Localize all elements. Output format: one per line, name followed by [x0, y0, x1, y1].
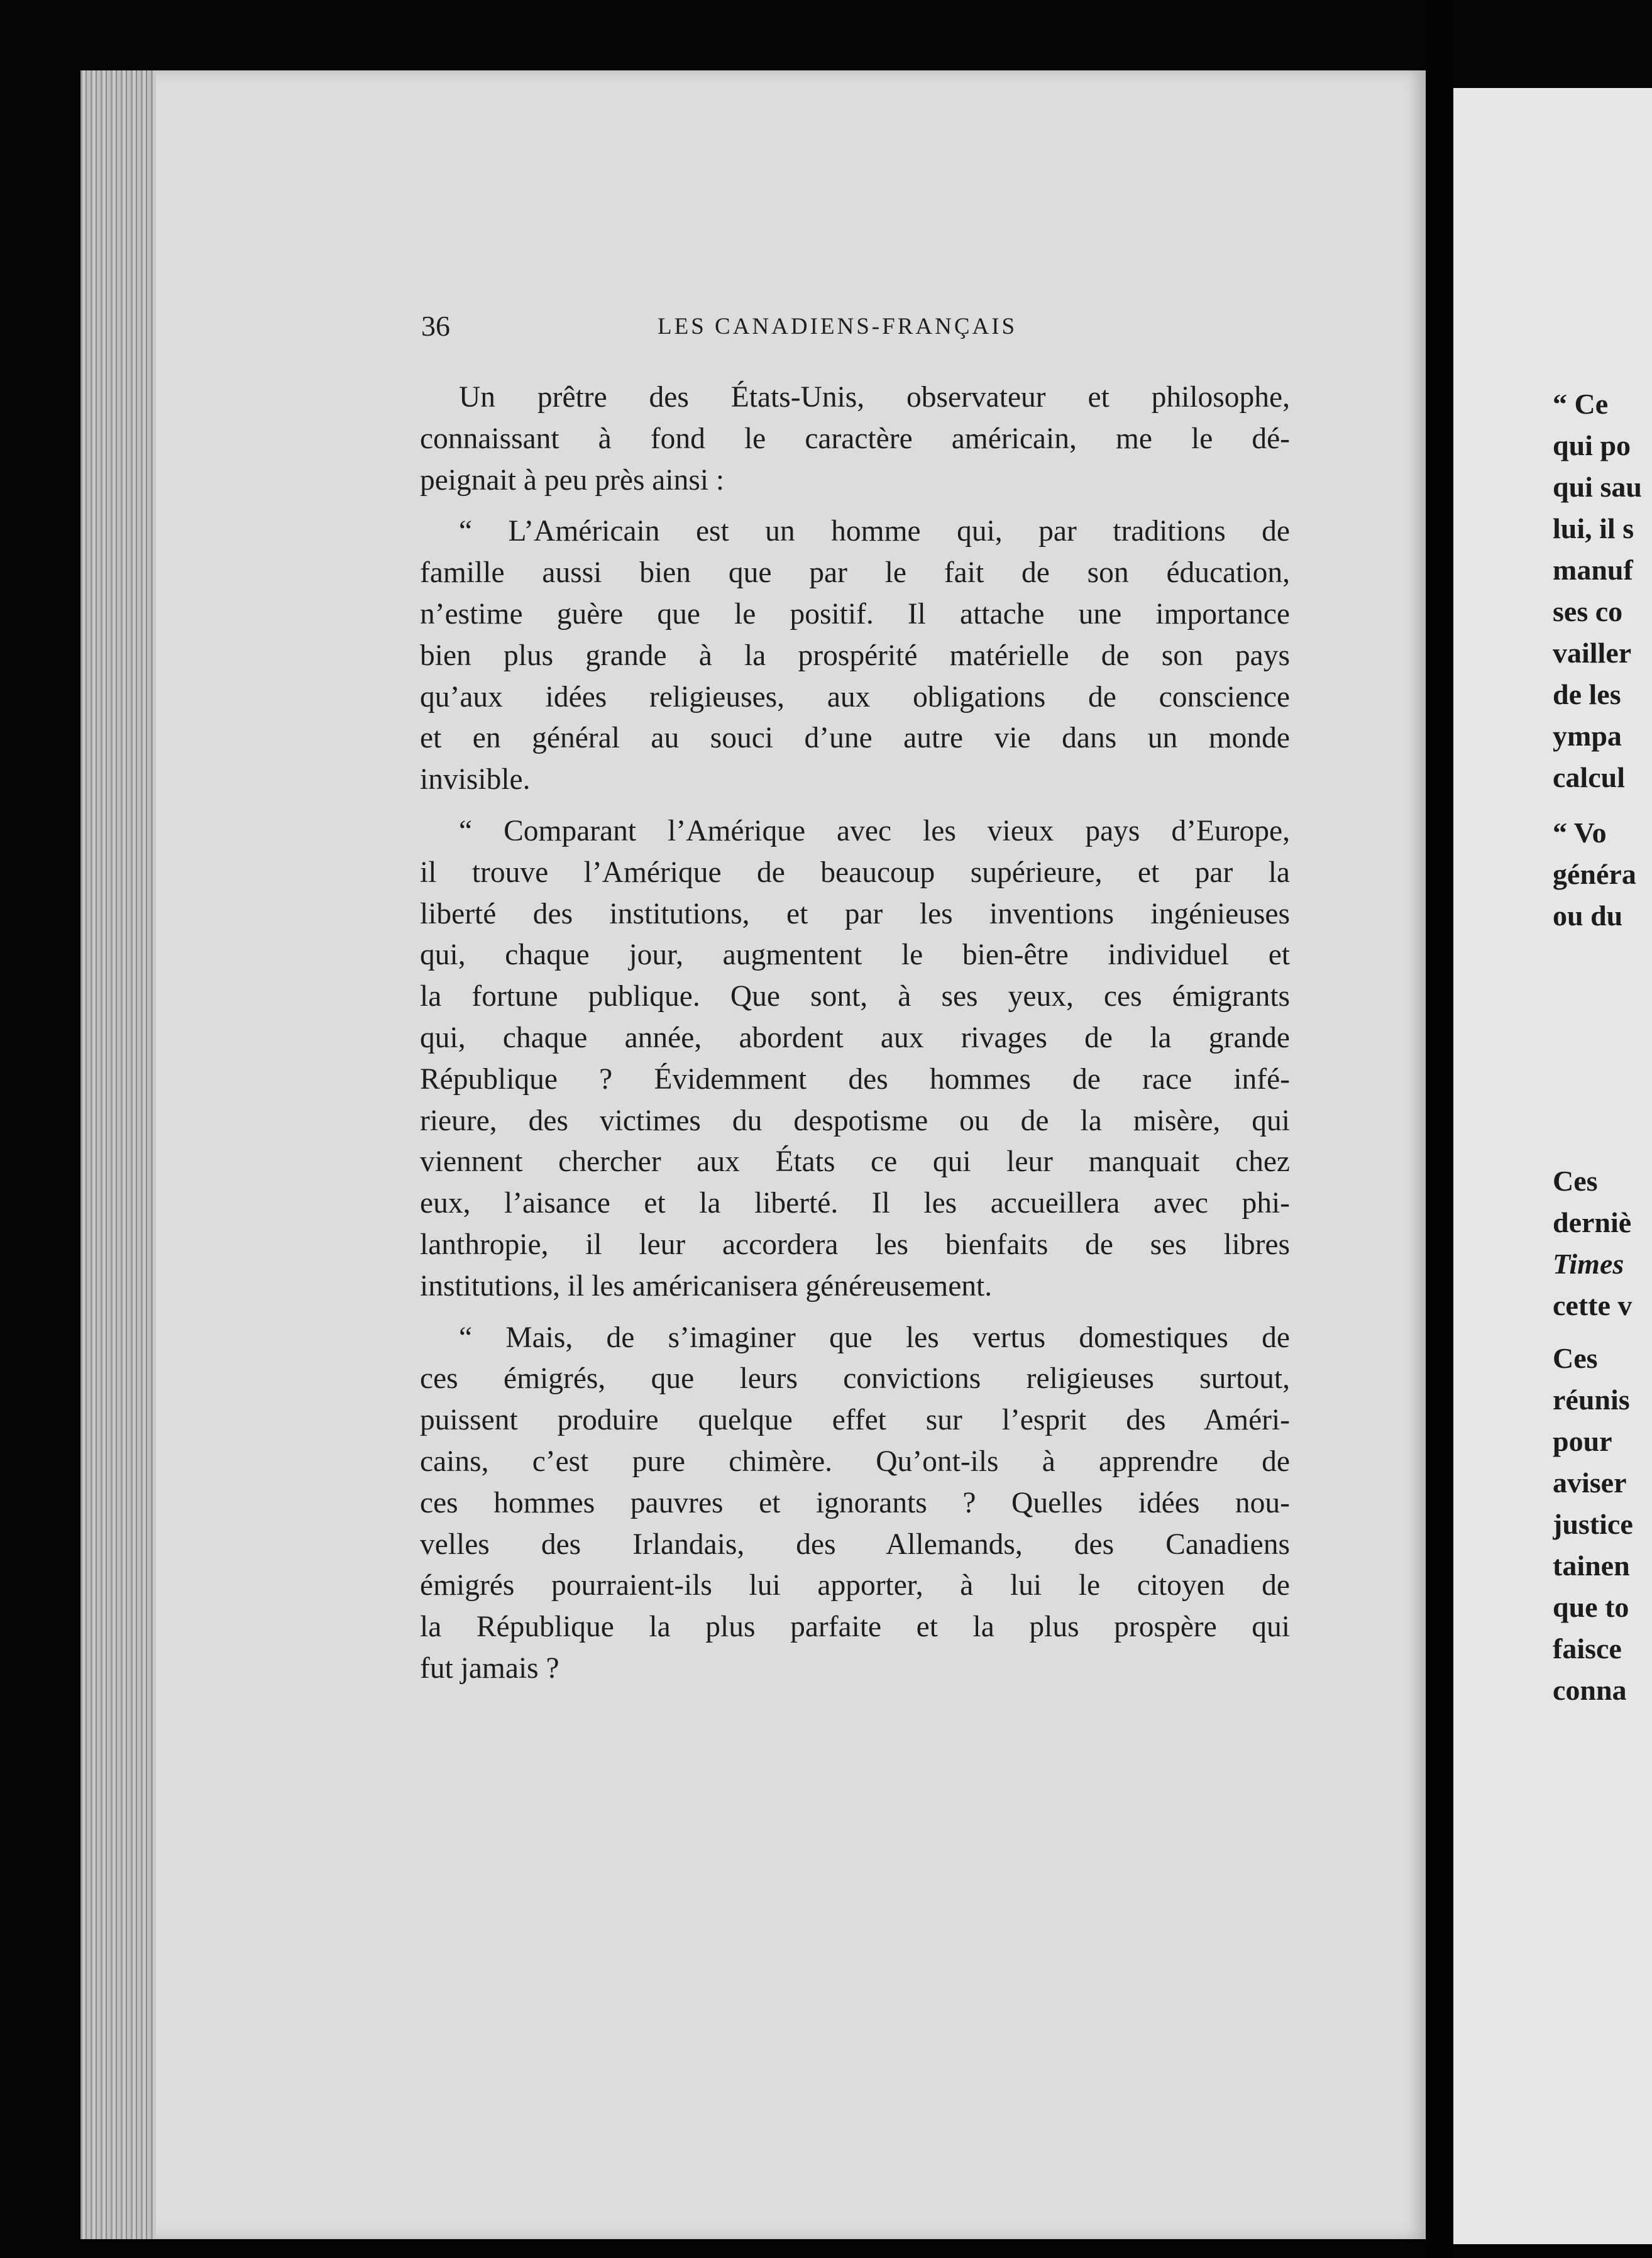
running-title: LES CANADIENS-FRANÇAIS [658, 314, 1018, 339]
right-fragment: que to [1553, 1591, 1629, 1623]
paragraph-4 [420, 1318, 1290, 1690]
right-fragment: ou du [1553, 900, 1623, 932]
right-fragment: pour [1553, 1425, 1612, 1457]
right-fragment: Times [1553, 1248, 1624, 1280]
text-line: la fortune publique. Que sont, à ses yeux, ces émigrants [420, 980, 1290, 1013]
text-line: cains, c’est pure chimère. Qu’ont-ils à apprendre de [420, 1445, 1290, 1478]
page-header [421, 309, 1289, 347]
text-line: République ? Évidemment des hommes de race infé- [420, 1062, 1290, 1096]
right-fragment: tainen [1553, 1550, 1630, 1582]
right-fragment: qui po [1553, 429, 1631, 461]
text-line: la République la plus parfaite et la plus prospère qui [420, 1611, 1290, 1644]
right-fragment: conna [1553, 1674, 1627, 1706]
text-line: bien plus grande à la prospérité matérielle de son pays [420, 639, 1290, 672]
text-line: Un prêtre des États-Unis, observateur et philosophe, [459, 381, 1290, 414]
right-fragment: justice [1553, 1508, 1633, 1540]
text-line: rieure, des victimes du despotisme ou de la misère, qui [420, 1104, 1290, 1137]
right-fragment: ympa [1553, 720, 1622, 752]
text-line: émigrés pourraient-ils lui apporter, à lui le citoyen de [420, 1569, 1290, 1602]
right-fragment: “ Ce [1553, 388, 1609, 420]
right-fragment: aviser [1553, 1467, 1627, 1499]
text-line: et en général au souci d’une autre vie dans un monde [420, 722, 1290, 755]
right-fragment: “ Vo [1553, 817, 1607, 849]
text-line: ces émigrés, que leurs convictions religieuses surtout, [420, 1362, 1290, 1396]
paragraph-3 [420, 811, 1290, 1308]
text-line: qui, chaque année, abordent aux rivages de la grande [420, 1021, 1290, 1054]
body-text [420, 377, 1290, 1690]
text-line: connaissant à fond le caractère américain, me le dé- [420, 422, 1290, 455]
right-fragment: manuf [1553, 554, 1633, 586]
text-line: fut jamais ? [420, 1651, 559, 1685]
text-line: “ L’Américain est un homme qui, par traditions de [459, 515, 1290, 548]
text-line: velles des Irlandais, des Allemands, des Canadiens [420, 1528, 1290, 1561]
right-fragment: faisce [1553, 1633, 1622, 1665]
right-page-text [1553, 383, 1652, 1711]
right-fragment: Ces [1553, 1165, 1598, 1197]
right-fragment: calcul [1553, 761, 1625, 793]
right-fragment: Ces [1553, 1342, 1598, 1374]
text-line: ces hommes pauvres et ignorants ? Quelles idées nou- [420, 1486, 1290, 1519]
right-fragment: derniè [1553, 1206, 1632, 1238]
right-fragment: réunis [1553, 1384, 1630, 1416]
paragraph-1 [420, 377, 1290, 501]
text-line: puissent produire quelque effet sur l’esprit des Améri- [420, 1404, 1290, 1437]
right-fragment: ses co [1553, 595, 1623, 627]
text-line: peignait à peu près ainsi : [420, 463, 725, 497]
text-line: qui, chaque jour, augmentent le bien-être individuel et [420, 939, 1290, 972]
text-line: lanthropie, il leur accordera les bienfaits de ses libres [420, 1228, 1290, 1261]
text-line: eux, l’aisance et la liberté. Il les accueillera avec phi- [420, 1187, 1290, 1220]
right-fragment: généra [1553, 858, 1636, 890]
text-line: “ Mais, de s’imaginer que les vertus domestiques de [459, 1321, 1290, 1354]
right-fragment: cette v [1553, 1289, 1633, 1321]
text-line: il trouve l’Amérique de beaucoup supérieure, et par la [420, 856, 1290, 889]
text-line: liberté des institutions, et par les inventions ingénieuses [420, 897, 1290, 930]
paragraph-2 [420, 511, 1290, 801]
text-line: qu’aux idées religieuses, aux obligations de conscience [420, 680, 1290, 713]
page-number: 36 [421, 310, 450, 342]
text-line: institutions, il les américanisera généreusement. [420, 1269, 993, 1302]
text-line: invisible. [420, 763, 531, 796]
text-line: “ Comparant l’Amérique avec les vieux pays d’Europe, [459, 814, 1290, 847]
page-edges [80, 70, 156, 2239]
text-line: n’estime guère que le positif. Il attache une importance [420, 597, 1290, 631]
right-fragment: vailler [1553, 637, 1632, 669]
right-fragment: de les [1553, 678, 1621, 710]
text-line: viennent chercher aux États ce qui leur manquait chez [420, 1145, 1290, 1179]
book-gutter [1426, 0, 1453, 2258]
right-fragment: lui, il s [1553, 512, 1634, 544]
right-fragment: qui sau [1553, 471, 1642, 503]
text-line: famille aussi bien que par le fait de son éducation, [420, 556, 1290, 590]
